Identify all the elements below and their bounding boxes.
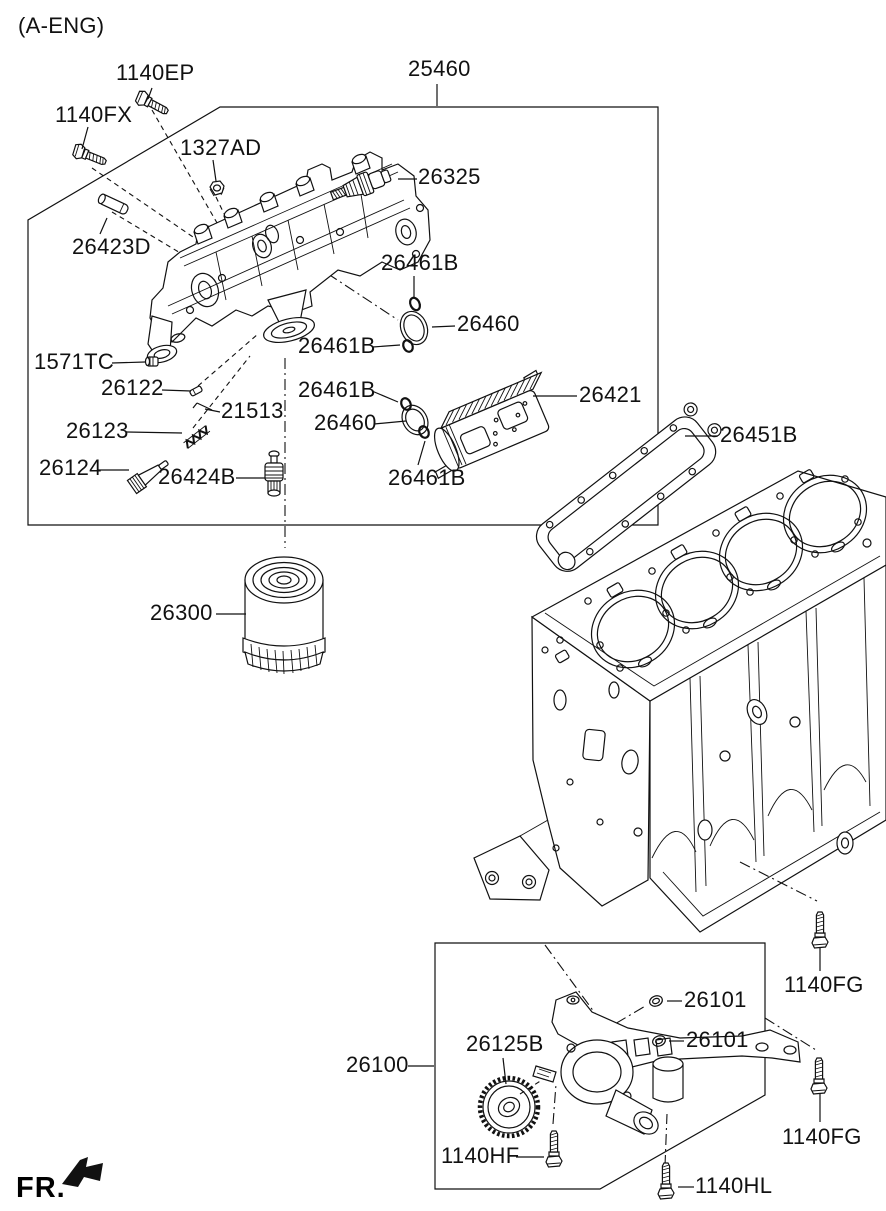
part-label-1327ad: 1327AD	[180, 135, 262, 160]
part-label-26460-a: 26460	[457, 311, 520, 336]
part-label-26101-b: 26101	[686, 1027, 749, 1052]
bolt-1140fg-b-drawing	[811, 1058, 827, 1094]
part-label-1140fx: 1140FX	[55, 102, 133, 127]
engine-block-drawing	[474, 460, 886, 932]
oil-filter-drawing	[243, 557, 325, 674]
part-label-26461b-b: 26461B	[298, 333, 376, 358]
part-label-1571tc: 1571TC	[34, 349, 115, 374]
nut-1327ad-drawing	[210, 181, 224, 196]
oring-26460-a-drawing	[396, 307, 433, 348]
part-label-26451b: 26451B	[720, 422, 798, 447]
oring-26461b-b-drawing	[401, 339, 414, 354]
part-label-26461b-a: 26461B	[381, 250, 459, 275]
engine-tag-label: (A-ENG)	[18, 13, 105, 38]
stud-26423d-drawing	[97, 193, 129, 215]
part-label-21513: 21513	[221, 398, 284, 423]
valve-26424b-drawing	[265, 451, 283, 496]
fr-direction-arrow	[62, 1157, 103, 1187]
part-label-1140ep: 1140EP	[116, 60, 195, 85]
part-label-26123: 26123	[66, 418, 129, 443]
part-label-26424b: 26424B	[158, 464, 236, 489]
part-label-26125b: 26125B	[466, 1031, 544, 1056]
spring-26123-drawing	[184, 426, 210, 449]
part-label-26461b-c: 26461B	[298, 377, 376, 402]
oring-26461b-a-drawing	[408, 296, 422, 312]
part-label-1140hl: 1140HL	[695, 1173, 773, 1198]
part-label-26100: 26100	[346, 1052, 409, 1077]
fr-direction-label: FR.	[16, 1172, 66, 1204]
part-label-1140fg-a: 1140FG	[784, 972, 864, 997]
plug-1571tc-drawing	[146, 357, 159, 366]
part-label-26421: 26421	[579, 382, 642, 407]
upper-assembly-outline-box	[28, 107, 658, 525]
part-label-26325: 26325	[418, 164, 481, 189]
part-label-26461b-d: 26461B	[388, 465, 466, 490]
part-label-26460-b: 26460	[314, 410, 377, 435]
oring-26101-a-drawing	[648, 994, 664, 1008]
oil-cooler-drawing	[414, 369, 563, 478]
bolt-1140hl-drawing	[658, 1163, 674, 1199]
part-label-1140fg-b: 1140FG	[782, 1124, 862, 1149]
part-label-1140hf: 1140HF	[441, 1143, 520, 1168]
part-label-25460: 25460	[408, 56, 471, 81]
bolt-1140hf-drawing	[546, 1131, 562, 1167]
clip-21513-drawing	[193, 403, 212, 410]
bolt-1140fx-drawing	[71, 142, 108, 169]
sprocket-drawing	[480, 1078, 538, 1136]
part-label-26122: 26122	[101, 375, 164, 400]
bolt-1140fg-a-drawing	[812, 912, 828, 948]
bolt-1140ep-drawing	[134, 89, 171, 118]
part-label-26300: 26300	[150, 600, 213, 625]
part-label-26423d: 26423D	[72, 234, 151, 259]
part-label-26101-a: 26101	[684, 987, 747, 1012]
pin-26122-drawing	[189, 386, 202, 397]
part-label-26124: 26124	[39, 455, 102, 480]
